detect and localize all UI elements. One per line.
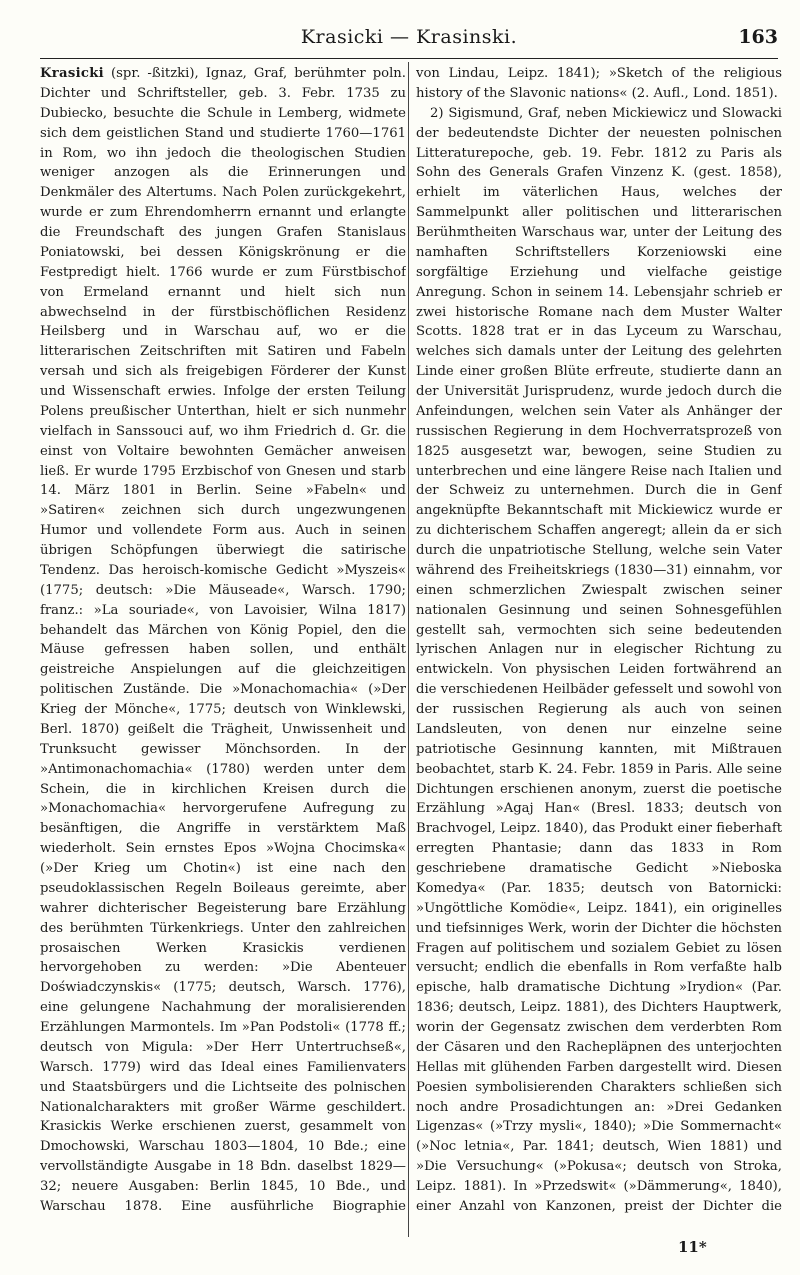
- entry-continuation: von Lindau, Leipz. 1841); »Sketch of the religious history of the Slavonic nations« (2. Aufl., Lond. 1851).: [416, 66, 782, 101]
- running-header: [40, 26, 778, 52]
- header-rule: [40, 58, 778, 59]
- running-title: Krasicki — Krasinski.: [300, 26, 518, 48]
- right-column: [416, 64, 782, 1219]
- entry-body: (spr. -ßitzki), Ignaz, Graf, berühmter poln. Dichter und Schriftsteller, geb. 3. Febr. 1735 zu Dubiecko, besuchte die Schule in Lemberg, widmete sich dem geistlichen Stand und studierte 1760—1761 in Rom, wo ihn jedoch die theologischen Studien weniger anzogen als die Erinnerungen und Denkmäler des Altertums. Nach Polen zurückgekehrt, wurde er zum Ehrendomherrn ernannt und erlangte die Freundschaft des jungen Grafen Stanislaus Poniatowski, bei dessen Königskrönung er die Festpredigt hielt. 1766 wurde er zum Fürstbischof von Ermeland ernannt und hielt sich nun abwechselnd in der fürstbischöflichen Residenz Heilsberg und in Warschau auf, wo er die litterarischen Zeitschriften mit Satiren und Fabeln versah und sich als freigebigen Förderer der Kunst und Wissenschaft erwies. Infolge der ersten Teilung Polens preußischer Unterthan, hielt er sich nunmehr vielfach in Sanssouci auf, wo ihm Friedrich d. Gr. die einst von Voltaire bewohnten Gemächer anweisen ließ. Er wurde 1795 Erzbischof von Gnesen und starb 14. März 1801 in Berlin. Seine »Fabeln« und »Satiren« zeichnen sich durch ungezwungenen Humor und vollendete Form aus. Auch in seinen übrigen Schöpfungen überwiegt die satirische Tendenz. Das heroisch-komische Gedicht »Myszeis« (1775; deutsch: »Die Mäuseade«, Warsch. 1790; franz.: »La souriade«, von Lavoisier, Wilna 1817) behandelt das Märchen von König Popiel, den die Mäuse gefressen haben sollen, und enthält geistreiche Anspielungen auf die gleichzeitigen politischen Zustände. Die »Monachomachia« (»Der Krieg der Mönche«, 1775; deutsch von Winklewski, Berl. 1870) geißelt die Trägheit, Unwissenheit und Trunksucht gewisser Mönchsorden. In der »Antimonachomachia« (1780) werden unter dem Schein, die in kirchlichen Kreisen durch die »Monachomachia« hervorgerufene Aufregung zu besänftigen, die Angriffe in verstärktem Maß wiederholt. Sein ernstes Epos »Wojna Chocimska« (»Der Krieg um Chotin«) ist eine nach den pseudoklassischen Regeln Boileaus gereimte, aber wahrer dichterischer Begeisterung bare Erzählung des berühmten Türkenkriegs. Unter den zahlreichen prosaischen Werken Krasickis verdienen hervorgehoben zu werden: »Die Abenteuer Doświadczynskis« (1775; deutsch, Warsch. 1776), eine gelungene Nachahmung der moralisierenden Erzählungen Marmontels. Im »Pan Podstoli« (1778 ff.; deutsch von Migula: »Der Herr Untertruchseß«, Warsch. 1779) wird das Ideal eines Familienvaters und Staatsbürgers und die Lichtseite des polnischen Nationalcharakters mit großer Wärme geschildert. Krasickis Werke erschienen zuerst, gesammelt von Dmochowski, Warschau 1803—1804, 10 Bde.; eine vervollständigte Ausgabe in 18 Bdn. daselbst 1829—32; neuere Ausgaben: Berlin 1845, 10 Bde., und Warschau 1878. Eine ausführliche Biographie: [40, 66, 406, 1214]
- left-column: [40, 64, 406, 1219]
- signature-mark: 11*: [678, 1238, 707, 1256]
- page-number: 163: [738, 26, 778, 48]
- column-divider: [408, 62, 409, 1237]
- entry-sigismund: 2) Sigismund, Graf, neben Mickiewicz und Slowacki der bedeutendste Dichter der neuesten polnischen Litteraturepoche, geb. 19. Febr. 1812 zu Paris als Sohn des Generals Grafen Vinzenz K. (gest. 1858), erhielt im väterlichen Haus, welches der Sammelpunkt aller politischen und litterarischen Berühmtheiten Warschaus war, unter der Leitung des namhaften Schriftstellers Korzeniowski eine sorgfältige Erziehung und vielfache geistige Anregung. Schon in seinem 14. Lebensjahr schrieb er zwei historische Romane nach dem Muster Walter Scotts. 1828 trat er in das Lyceum zu Warschau, welches sich damals unter der Leitung des gelehrten Linde einer großen Blüte erfreute, studierte dann an der Universität Jurisprudenz, wurde jedoch durch die Anfeindungen, welchen sein Vater als Anhänger der russischen Regierung in dem Hochverratsprozeß von 1825 ausgesetzt war, bewogen, seine Studien zu unterbrechen und eine längere Reise nach Italien und der Schweiz zu unternehmen. Durch die in Genf angeknüpfte Bekanntschaft mit Mickiewicz wurde er zu dichterischem Schaffen angeregt; allein da er sich durch die unpatriotische Stellung, welche sein Vater während des Freiheitskriegs (1830—31) einnahm, vor einen schmerzlichen Zwiespalt zwischen seiner nationalen Gesinnung und seinen Sohnesgefühlen gestellt sah, vermochten sich seine bedeutenden lyrischen Anlagen nur in elegischer Richtung zu entwickeln. Von physischen Leiden fortwährend an die verschiedenen Heilbäder gefesselt und sowohl von der russischen Regierung als auch von seinen Landsleuten, von denen nur einzelne seine patriotische Gesinnung kannten, mit Mißtrauen beobachtet, starb K. 24. Febr. 1859 in Paris. Alle seine Dichtungen erschienen anonym, zuerst die poetische Erzählung »Agaj Han« (Bresl. 1833; deutsch von Brachvogel, Leipz. 1840), das Produkt einer fieberhaft erregten Phantasie; dann das 1833 in Rom geschriebene dramatische Gedicht »Nieboska Komedya« (Par. 1835; deutsch von Batornicki: »Ungöttliche Komödie«, Leipz. 1841), ein originelles und tiefsinniges Werk, worin der Dichter die höchsten Fragen auf politischem und sozialem Gebiet zu lösen versucht; endlich die ebenfalls in Rom verfaßte halb epische, halb dramatische Dichtung »Irydion« (Par. 1836; deutsch, Leipz. 1881), des Dichters Hauptwerk, worin der Gegensatz zwischen dem verderbten Rom der Cäsaren und den Rachepläpnen des unterjochten Hellas mit glühenden Farben dargestellt wird. Diesen Poesien symbolisierenden Charakters schließen sich noch andre Prosadichtungen an: »Drei Gedanken Ligenzas« (»Trzy mysli«, 1840); »Die Sommernacht« (»Noc letnia«, Par. 1841; deutsch, Wien 1881) und »Die Versuchung« (»Pokusa«; deutsch von Stroka, Leipz. 1881). In »Przedswit« (»Dämmerung«, 1840), einer Anzahl von Kanzonen, preist der Dichter die: [416, 105, 782, 1214]
- entry-krasicki: [40, 64, 406, 1219]
- entry-lemma: Krasicki: [40, 66, 104, 81]
